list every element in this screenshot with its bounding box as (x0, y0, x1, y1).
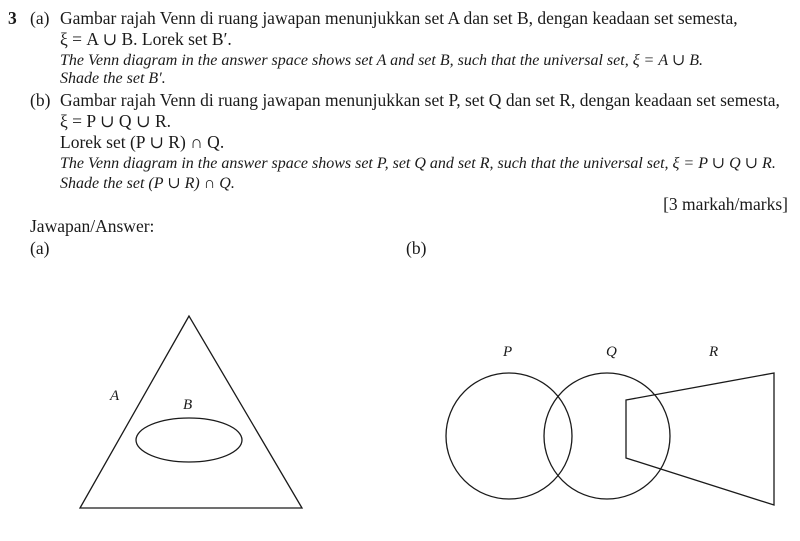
venn-diagram-b (446, 344, 774, 505)
set-q-circle[interactable] (544, 373, 670, 499)
set-r-label: R (709, 344, 719, 360)
set-b-ellipse[interactable] (136, 418, 242, 462)
set-a-label: A (110, 388, 120, 404)
set-b-label: B (183, 397, 193, 413)
part-a-english-line1: The Venn diagram in the answer space shows set A and set B, such that the universal set, ξ = A ∪ B. (60, 52, 704, 69)
answer-heading: Jawapan/Answer: (30, 216, 155, 236)
part-b-label: (b) (30, 90, 51, 110)
set-q-label: Q (606, 344, 617, 360)
part-b-english-line2: Shade the set (P ∪ R) ∩ Q. (60, 175, 235, 192)
part-b-malay-line2: ξ = P ∪ Q ∪ R. (60, 111, 172, 131)
part-b-malay-line1: Gambar rajah Venn di ruang jawapan menunjukkan set P, set Q dan set R, dengan keadaan set semesta, (60, 90, 780, 110)
part-b-malay-line3: Lorek set (P ∪ R) ∩ Q. (60, 132, 225, 152)
question-number: 3 (8, 8, 17, 28)
venn-diagram-a (80, 316, 302, 508)
set-p-circle[interactable] (446, 373, 572, 499)
part-a-label: (a) (30, 8, 50, 28)
part-a-malay-line1: Gambar rajah Venn di ruang jawapan menunjukkan set A dan set B, dengan keadaan set semesta, (60, 8, 738, 28)
part-a-malay-line2: ξ = A ∪ B. Lorek set B′. (60, 29, 232, 49)
set-r-trapezium[interactable] (626, 373, 774, 505)
answer-part-b-label: (b) (406, 238, 427, 258)
part-b-english-line1: The Venn diagram in the answer space shows set P, set Q and set R, such that the universal set, ξ = P ∪ Q ∪ R. (60, 155, 776, 172)
answer-part-a-label: (a) (30, 238, 50, 258)
set-p-label: P (503, 344, 513, 360)
part-a-english-line2: Shade the set B′. (60, 70, 166, 87)
marks-label: [3 markah/marks] (663, 194, 788, 214)
